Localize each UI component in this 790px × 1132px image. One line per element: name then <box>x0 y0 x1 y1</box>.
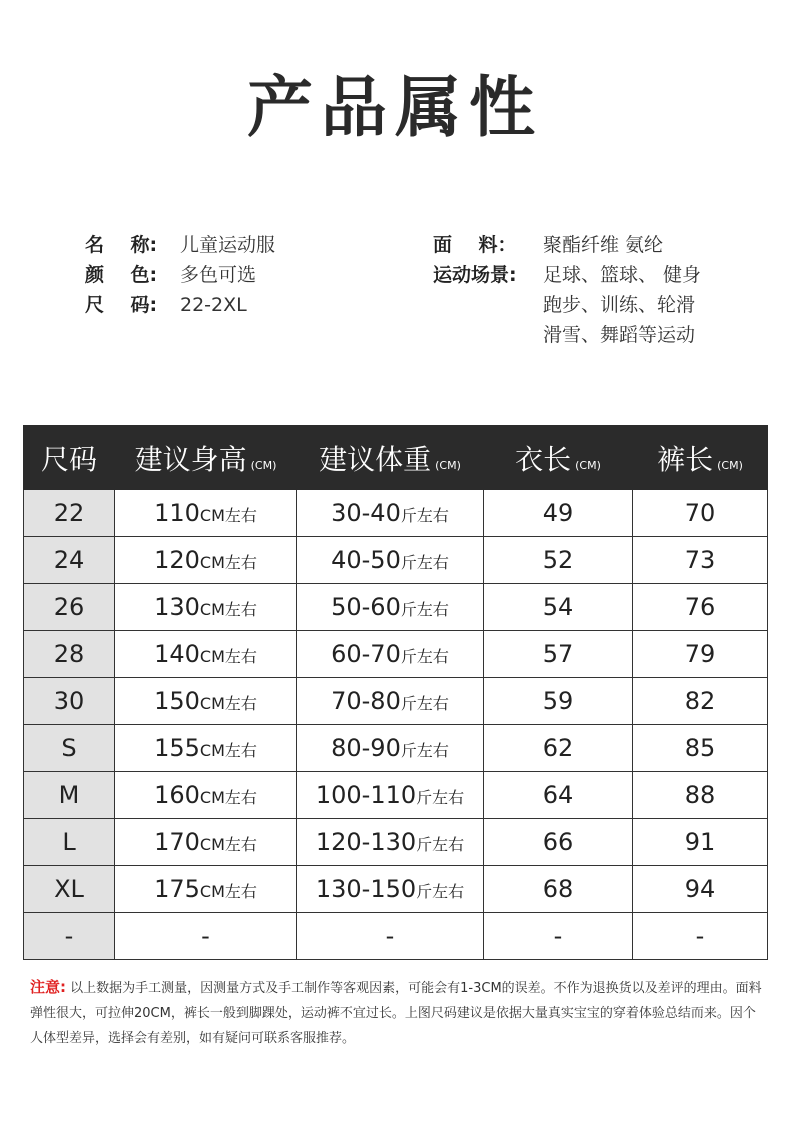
attr-label: 颜 色: <box>85 264 158 286</box>
cell-weight: 70-80斤左右 <box>297 678 484 725</box>
attr-fabric-row <box>433 230 701 260</box>
cell-weight: 120-130斤左右 <box>297 819 484 866</box>
table-header-row <box>24 426 768 490</box>
table-row <box>24 866 768 913</box>
size-chart-table <box>23 425 768 960</box>
cell-size: S <box>24 725 115 772</box>
cell-weight: 40-50斤左右 <box>297 537 484 584</box>
attr-value: 22-2XL <box>180 294 247 316</box>
cell-weight: - <box>297 913 484 960</box>
cell-weight: 60-70斤左右 <box>297 631 484 678</box>
cell-pants-length: 70 <box>633 490 768 537</box>
header-height: 建议身高 (CM) <box>115 426 297 490</box>
attr-value: 多色可选 <box>180 264 257 286</box>
attr-value: 足球、篮球、 健身 <box>543 264 702 286</box>
cell-height: 175CM左右 <box>115 866 297 913</box>
cell-top-length: 52 <box>484 537 633 584</box>
note <box>30 975 765 1051</box>
cell-size: 28 <box>24 631 115 678</box>
attributes-right <box>433 230 701 350</box>
attr-color-row <box>85 260 275 290</box>
cell-top-length: 57 <box>484 631 633 678</box>
table-row <box>24 631 768 678</box>
attr-scene-row <box>433 260 701 290</box>
cell-size: L <box>24 819 115 866</box>
attr-label: 尺 码: <box>85 294 158 316</box>
cell-top-length: 54 <box>484 584 633 631</box>
cell-size: 24 <box>24 537 115 584</box>
cell-size: 26 <box>24 584 115 631</box>
attr-size-row <box>85 290 275 320</box>
note-label: 注意: <box>30 978 66 996</box>
cell-top-length: 66 <box>484 819 633 866</box>
cell-top-length: - <box>484 913 633 960</box>
cell-top-length: 49 <box>484 490 633 537</box>
header-size: 尺码 <box>24 426 115 490</box>
cell-top-length: 59 <box>484 678 633 725</box>
attr-label: 运动场景: <box>433 264 517 286</box>
cell-pants-length: 76 <box>633 584 768 631</box>
attr-label: 面 料： <box>433 234 517 256</box>
cell-pants-length: 82 <box>633 678 768 725</box>
cell-pants-length: 73 <box>633 537 768 584</box>
cell-top-length: 62 <box>484 725 633 772</box>
cell-weight: 130-150斤左右 <box>297 866 484 913</box>
table-row <box>24 490 768 537</box>
table-row <box>24 537 768 584</box>
cell-size: 22 <box>24 490 115 537</box>
note-text: 以上数据为手工测量，因测量方式及手工制作等客观因素，可能会有1-3CM的误差。不作为退换货以及差评的理由。面料弹性很大，可拉伸20CM，裤长一般到脚踝处，运动裤不宜过长。上图尺码建议是依据大量真实宝宝的穿着体验总结而来。因个人体型差异，选择会有差别，如有疑问可联系客服推荐。 <box>30 981 762 1046</box>
cell-height: 150CM左右 <box>115 678 297 725</box>
cell-pants-length: 94 <box>633 866 768 913</box>
table-row <box>24 913 768 960</box>
cell-size: M <box>24 772 115 819</box>
cell-weight: 30-40斤左右 <box>297 490 484 537</box>
attr-value: 滑雪、舞蹈等运动 <box>543 324 696 346</box>
header-weight: 建议体重 (CM) <box>297 426 484 490</box>
cell-pants-length: 91 <box>633 819 768 866</box>
cell-height: 155CM左右 <box>115 725 297 772</box>
table-row <box>24 819 768 866</box>
cell-height: 120CM左右 <box>115 537 297 584</box>
cell-height: 160CM左右 <box>115 772 297 819</box>
cell-pants-length: 88 <box>633 772 768 819</box>
table-row <box>24 725 768 772</box>
cell-size: XL <box>24 866 115 913</box>
cell-top-length: 68 <box>484 866 633 913</box>
cell-height: 140CM左右 <box>115 631 297 678</box>
cell-weight: 80-90斤左右 <box>297 725 484 772</box>
table-row <box>24 772 768 819</box>
attr-name-row <box>85 230 275 260</box>
cell-height: 130CM左右 <box>115 584 297 631</box>
table-row <box>24 584 768 631</box>
table-row <box>24 678 768 725</box>
cell-top-length: 64 <box>484 772 633 819</box>
cell-height: 170CM左右 <box>115 819 297 866</box>
attr-value: 聚酯纤维 氨纶 <box>543 234 664 256</box>
cell-height: 110CM左右 <box>115 490 297 537</box>
header-top-length: 衣长 (CM) <box>484 426 633 490</box>
cell-pants-length: 85 <box>633 725 768 772</box>
attributes-left <box>85 230 275 320</box>
cell-weight: 100-110斤左右 <box>297 772 484 819</box>
cell-size: - <box>24 913 115 960</box>
cell-height: - <box>115 913 297 960</box>
cell-size: 30 <box>24 678 115 725</box>
header-pants-length: 裤长 (CM) <box>633 426 768 490</box>
attr-label: 名 称: <box>85 234 158 256</box>
attr-value: 儿童运动服 <box>180 234 276 256</box>
cell-pants-length: - <box>633 913 768 960</box>
attr-scene-row-cont <box>433 320 701 350</box>
attr-value: 跑步、训练、轮滑 <box>543 294 696 316</box>
cell-weight: 50-60斤左右 <box>297 584 484 631</box>
cell-pants-length: 79 <box>633 631 768 678</box>
attr-scene-row-cont <box>433 290 701 320</box>
page-title: 产品属性 <box>247 69 543 146</box>
